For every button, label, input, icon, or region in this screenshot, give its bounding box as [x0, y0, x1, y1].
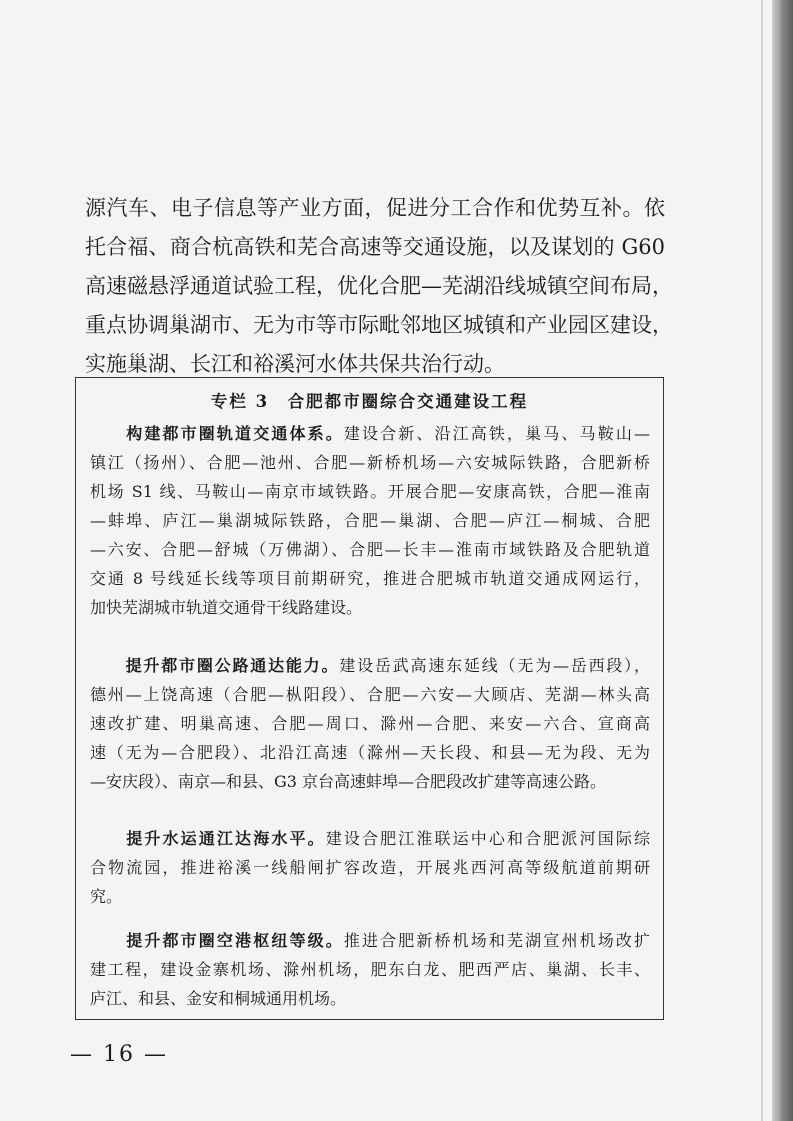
paragraph-line: 究。 [90, 887, 123, 906]
paragraph-line: 交通 8 号线延长线等项目前期研究，推进合肥城市轨道交通成网运行， [90, 569, 650, 588]
paragraph-line: —安庆段）、南京—和县、G3 京台高速蚌埠—合肥段改扩建等高速公路。 [90, 772, 607, 791]
intro-line: 实施巢湖、长江和裕溪河水体共保共治行动。 [85, 352, 505, 376]
paragraph-line [90, 926, 650, 955]
intro-line: 高速磁悬浮通道试验工程，优化合肥—芜湖沿线城镇空间布局， [85, 274, 673, 298]
paragraph-line: 速改扩建、明巢高速、合肥—周口、滁州—合肥、来安—六合、宣商高 [90, 714, 650, 733]
paragraph-line: 建工程，建设金寨机场、滁州机场，肥东白龙、肥西严店、巢湖、长丰、 [90, 960, 650, 979]
waterway-paragraph [90, 824, 650, 911]
paragraph-text: 建设岳武高速东延线（无为—岳西段）， [339, 656, 650, 675]
paragraph-line: 德州—上饶高速（合肥—枞阳段）、合肥—六安—大顾店、芜湖—林头高 [90, 685, 650, 704]
page-scan-shadow [761, 0, 763, 1121]
column-box-title: 专栏 3 合肥都市圈综合交通建设工程 [210, 392, 529, 411]
paragraph-heading: 提升都市圈空港枢纽等级。 [126, 931, 344, 950]
airport-paragraph [90, 926, 650, 1013]
paragraph-heading: 提升都市圈公路通达能力。 [125, 656, 340, 675]
paragraph-line: 加快芜湖城市轨道交通骨干线路建设。 [90, 598, 363, 617]
paragraph-line: 机场 S1 线、马鞍山—南京市域铁路。开展合肥—安康高铁，合肥—淮南 [90, 482, 650, 501]
paragraph-heading: 提升水运通江达海水平。 [126, 829, 326, 848]
column-box [75, 377, 664, 1020]
paragraph-line: —蚌埠、庐江—巢湖城际铁路，合肥—巢湖、合肥—庐江—桐城、合肥 [90, 511, 650, 530]
paragraph-line: 合物流园，推进裕溪一线船闸扩容改造，开展兆西河高等级航道前期研 [90, 858, 650, 877]
paragraph-line: 镇江（扬州）、合肥—池州、合肥—新桥机场—六安城际铁路，合肥新桥 [90, 453, 650, 472]
intro-line: 源汽车、电子信息等产业方面，促进分工合作和优势互补。依 [85, 196, 665, 220]
paragraph-text: 建设合新、沿江高铁，巢马、马鞍山— [343, 424, 650, 443]
intro-line: 托合福、商合杭高铁和芜合高速等交通设施，以及谋划的 G60 [85, 235, 665, 259]
paragraph-line [90, 824, 650, 853]
page-scan-border [781, 0, 793, 1121]
page-scan-edge [772, 0, 781, 1121]
paragraph-line: 速（无为—合肥段）、北沿江高速（滁州—天长段、和县—无为段、无为 [90, 743, 650, 762]
paragraph-line [90, 651, 650, 680]
intro-line: 重点协调巢湖市、无为市等市际毗邻地区城镇和产业园区建设， [85, 313, 673, 337]
paragraph-line [90, 419, 650, 448]
paragraph-text: 建设合肥江淮联运中心和合肥派河国际综 [325, 829, 650, 848]
page-number: — 16 — [70, 1042, 168, 1067]
paragraph-text: 推进合肥新桥机场和芜湖宣州机场改扩 [343, 931, 650, 950]
rail-transit-paragraph [90, 419, 650, 622]
highway-paragraph [90, 651, 650, 796]
paragraph-line: —六安、合肥—舒城（万佛湖）、合肥—长丰—淮南市域铁路及合肥轨道 [90, 540, 650, 559]
intro-paragraph [85, 189, 673, 384]
paragraph-heading: 构建都市圈轨道交通体系。 [126, 424, 344, 443]
paragraph-line: 庐江、和县、金安和桐城通用机场。 [90, 989, 347, 1008]
